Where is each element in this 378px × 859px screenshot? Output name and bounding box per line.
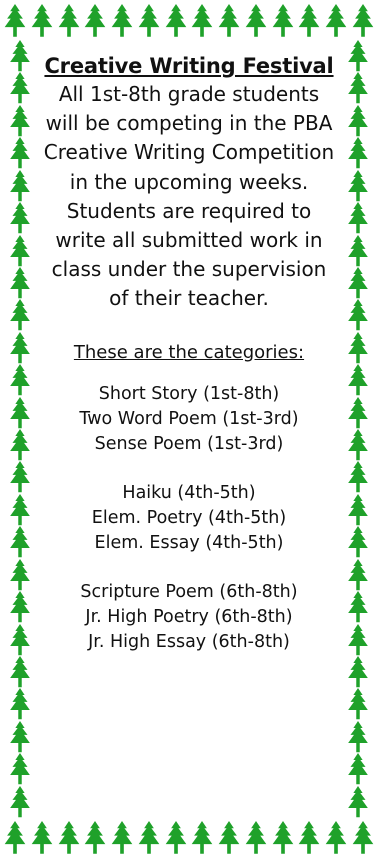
pine-tree-icon	[7, 624, 33, 656]
pine-tree-icon	[350, 4, 376, 38]
pine-tree-icon	[7, 721, 33, 753]
pine-tree-icon	[243, 821, 269, 855]
border-bottom	[0, 817, 378, 859]
pine-tree-icon	[345, 429, 371, 461]
pine-tree-icon	[7, 40, 33, 72]
border-right	[340, 40, 376, 818]
pine-tree-icon	[7, 105, 33, 137]
pine-tree-icon	[345, 656, 371, 688]
pine-tree-icon	[345, 688, 371, 720]
pine-tree-icon	[189, 4, 215, 38]
pine-tree-icon	[136, 821, 162, 855]
border-top	[0, 0, 378, 42]
pine-tree-icon	[345, 364, 371, 396]
pine-tree-icon	[7, 786, 33, 818]
pine-tree-icon	[7, 397, 33, 429]
category-item: Jr. High Poetry (6th-8th)	[85, 606, 293, 627]
pine-tree-icon	[7, 267, 33, 299]
pine-tree-icon	[82, 4, 108, 38]
pine-tree-icon	[345, 721, 371, 753]
category-item: Elem. Essay (4th-5th)	[94, 532, 284, 553]
categories-heading: These are the categories:	[73, 341, 305, 363]
pine-tree-icon	[345, 397, 371, 429]
pine-tree-icon	[56, 821, 82, 855]
pine-tree-icon	[7, 202, 33, 234]
pine-tree-icon	[7, 429, 33, 461]
pine-tree-icon	[7, 753, 33, 785]
pine-tree-icon	[323, 821, 349, 855]
pine-tree-icon	[345, 753, 371, 785]
flyer-title: Creative Writing Festival	[44, 54, 334, 78]
pine-tree-icon	[7, 364, 33, 396]
border-left	[2, 40, 38, 818]
pine-tree-icon	[345, 461, 371, 493]
category-item: Elem. Poetry (4th-5th)	[91, 507, 287, 528]
pine-tree-icon	[163, 821, 189, 855]
pine-tree-icon	[7, 461, 33, 493]
pine-tree-icon	[109, 821, 135, 855]
category-item: Jr. High Essay (6th-8th)	[88, 631, 290, 652]
flyer-content	[40, 44, 338, 655]
pine-tree-icon	[345, 170, 371, 202]
category-group	[40, 481, 338, 556]
pine-tree-icon	[243, 4, 269, 38]
pine-tree-icon	[345, 137, 371, 169]
pine-tree-icon	[2, 821, 28, 855]
pine-tree-icon	[345, 299, 371, 331]
category-item: Two Word Poem (1st-3rd)	[79, 408, 299, 429]
pine-tree-icon	[345, 526, 371, 558]
category-item: Sense Poem (1st-3rd)	[94, 433, 284, 454]
pine-tree-icon	[323, 4, 349, 38]
categories-list	[40, 382, 338, 655]
pine-tree-icon	[345, 235, 371, 267]
pine-tree-icon	[345, 591, 371, 623]
pine-tree-icon	[345, 494, 371, 526]
pine-tree-icon	[7, 656, 33, 688]
pine-tree-icon	[216, 821, 242, 855]
pine-tree-icon	[2, 4, 28, 38]
pine-tree-icon	[82, 821, 108, 855]
pine-tree-icon	[7, 137, 33, 169]
pine-tree-icon	[7, 235, 33, 267]
pine-tree-icon	[56, 4, 82, 38]
pine-tree-icon	[7, 170, 33, 202]
pine-tree-icon	[163, 4, 189, 38]
category-item: Haiku (4th-5th)	[122, 482, 256, 503]
category-group	[40, 382, 338, 457]
pine-tree-icon	[7, 559, 33, 591]
category-item: Short Story (1st-8th)	[98, 383, 280, 404]
intro-paragraph: All 1st-8th grade students will be competing in the PBA Creative Writing Competition in the upcoming weeks. Students are required to write all submitted work in class under the supervision of their teacher.	[43, 82, 335, 311]
pine-tree-icon	[109, 4, 135, 38]
pine-tree-icon	[345, 624, 371, 656]
pine-tree-icon	[345, 267, 371, 299]
pine-tree-icon	[345, 786, 371, 818]
pine-tree-icon	[270, 4, 296, 38]
pine-tree-icon	[270, 821, 296, 855]
pine-tree-icon	[29, 4, 55, 38]
pine-tree-icon	[29, 821, 55, 855]
pine-tree-icon	[345, 105, 371, 137]
pine-tree-icon	[345, 40, 371, 72]
pine-tree-icon	[345, 202, 371, 234]
pine-tree-icon	[296, 4, 322, 38]
pine-tree-icon	[136, 4, 162, 38]
pine-tree-icon	[7, 494, 33, 526]
pine-tree-icon	[7, 72, 33, 104]
pine-tree-icon	[296, 821, 322, 855]
category-group	[40, 580, 338, 655]
pine-tree-icon	[7, 526, 33, 558]
pine-tree-icon	[7, 688, 33, 720]
pine-tree-icon	[7, 332, 33, 364]
pine-tree-icon	[345, 72, 371, 104]
pine-tree-icon	[345, 332, 371, 364]
pine-tree-icon	[216, 4, 242, 38]
pine-tree-icon	[189, 821, 215, 855]
category-item: Scripture Poem (6th-8th)	[80, 581, 298, 602]
pine-tree-icon	[7, 591, 33, 623]
pine-tree-icon	[345, 559, 371, 591]
pine-tree-icon	[350, 821, 376, 855]
pine-tree-icon	[7, 299, 33, 331]
